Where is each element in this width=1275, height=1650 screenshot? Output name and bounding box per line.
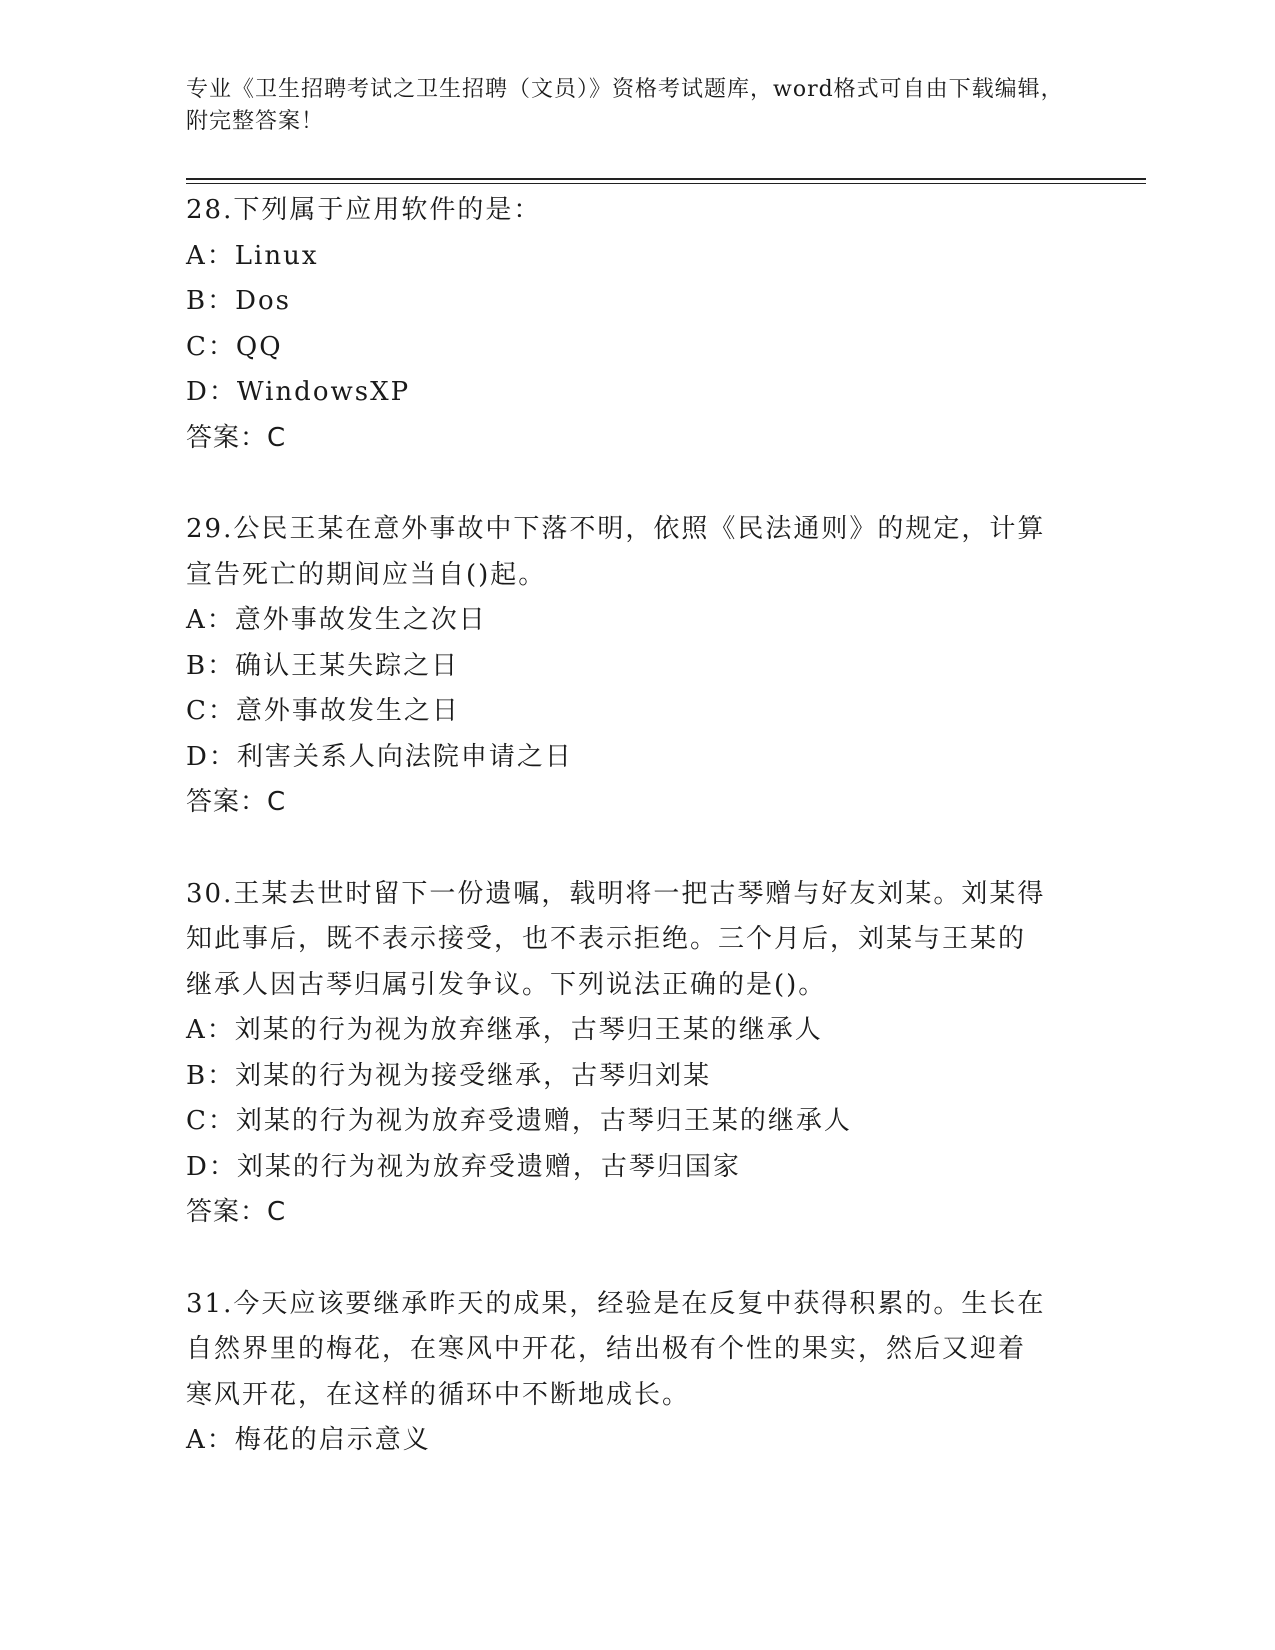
question-stem: 宣告死亡的期间应当自()起。 <box>186 559 547 590</box>
question-28 <box>186 188 1086 461</box>
option-a: A：Linux <box>186 240 319 271</box>
option-d: D：WindowsXP <box>186 377 411 407</box>
header-rule-thin <box>186 183 1146 184</box>
option-b: B：确认王某失踪之日 <box>186 650 460 681</box>
question-stem: 寒风开花，在这样的循环中不断地成长。 <box>186 1379 691 1410</box>
option-c: C：意外事故发生之日 <box>186 696 460 726</box>
question-stem: 29.公民王某在意外事故中下落不明，依照《民法通则》的规定，计算 <box>186 514 1046 544</box>
question-stem: 自然界里的梅花，在寒风中开花，结出极有个性的果实，然后又迎着 <box>186 1334 1027 1364</box>
option-a: A：梅花的启示意义 <box>186 1425 431 1455</box>
option-c: C：刘某的行为视为放弃受遗赠，古琴归王某的继承人 <box>186 1106 852 1136</box>
answer-line: 答案：C <box>186 787 287 817</box>
question-list <box>186 188 1086 1510</box>
option-a: A：意外事故发生之次日 <box>186 605 487 635</box>
question-30 <box>186 872 1086 1236</box>
option-b: B：Dos <box>186 286 291 316</box>
option-d: D：刘某的行为视为放弃受遗赠，古琴归国家 <box>186 1151 741 1182</box>
document-header: 专业《卫生招聘考试之卫生招聘（文员）》资格考试题库，word格式可自由下载编辑，附完整答案！ <box>186 77 1064 134</box>
question-stem: 30.王某去世时留下一份遗嘱，载明将一把古琴赠与好友刘某。刘某得 <box>186 878 1046 909</box>
question-stem: 31.今天应该要继承昨天的成果，经验是在反复中获得积累的。生长在 <box>186 1288 1046 1319</box>
option-b: B：刘某的行为视为接受继承，古琴归刘某 <box>186 1060 712 1091</box>
question-29 <box>186 507 1086 826</box>
answer-line: 答案：C <box>186 422 287 453</box>
question-stem: 继承人因古琴归属引发争议。下列说法正确的是()。 <box>186 969 827 1000</box>
question-31 <box>186 1282 1086 1464</box>
option-c: C：QQ <box>186 331 283 362</box>
question-stem: 28.下列属于应用软件的是： <box>186 195 542 225</box>
header-rule-thick <box>186 178 1146 180</box>
answer-line: 答案：C <box>186 1197 287 1227</box>
option-d: D：利害关系人向法院申请之日 <box>186 741 573 772</box>
question-stem: 知此事后，既不表示接受，也不表示拒绝。三个月后，刘某与王某的 <box>186 924 1027 954</box>
option-a: A：刘某的行为视为放弃继承，古琴归王某的继承人 <box>186 1015 823 1045</box>
